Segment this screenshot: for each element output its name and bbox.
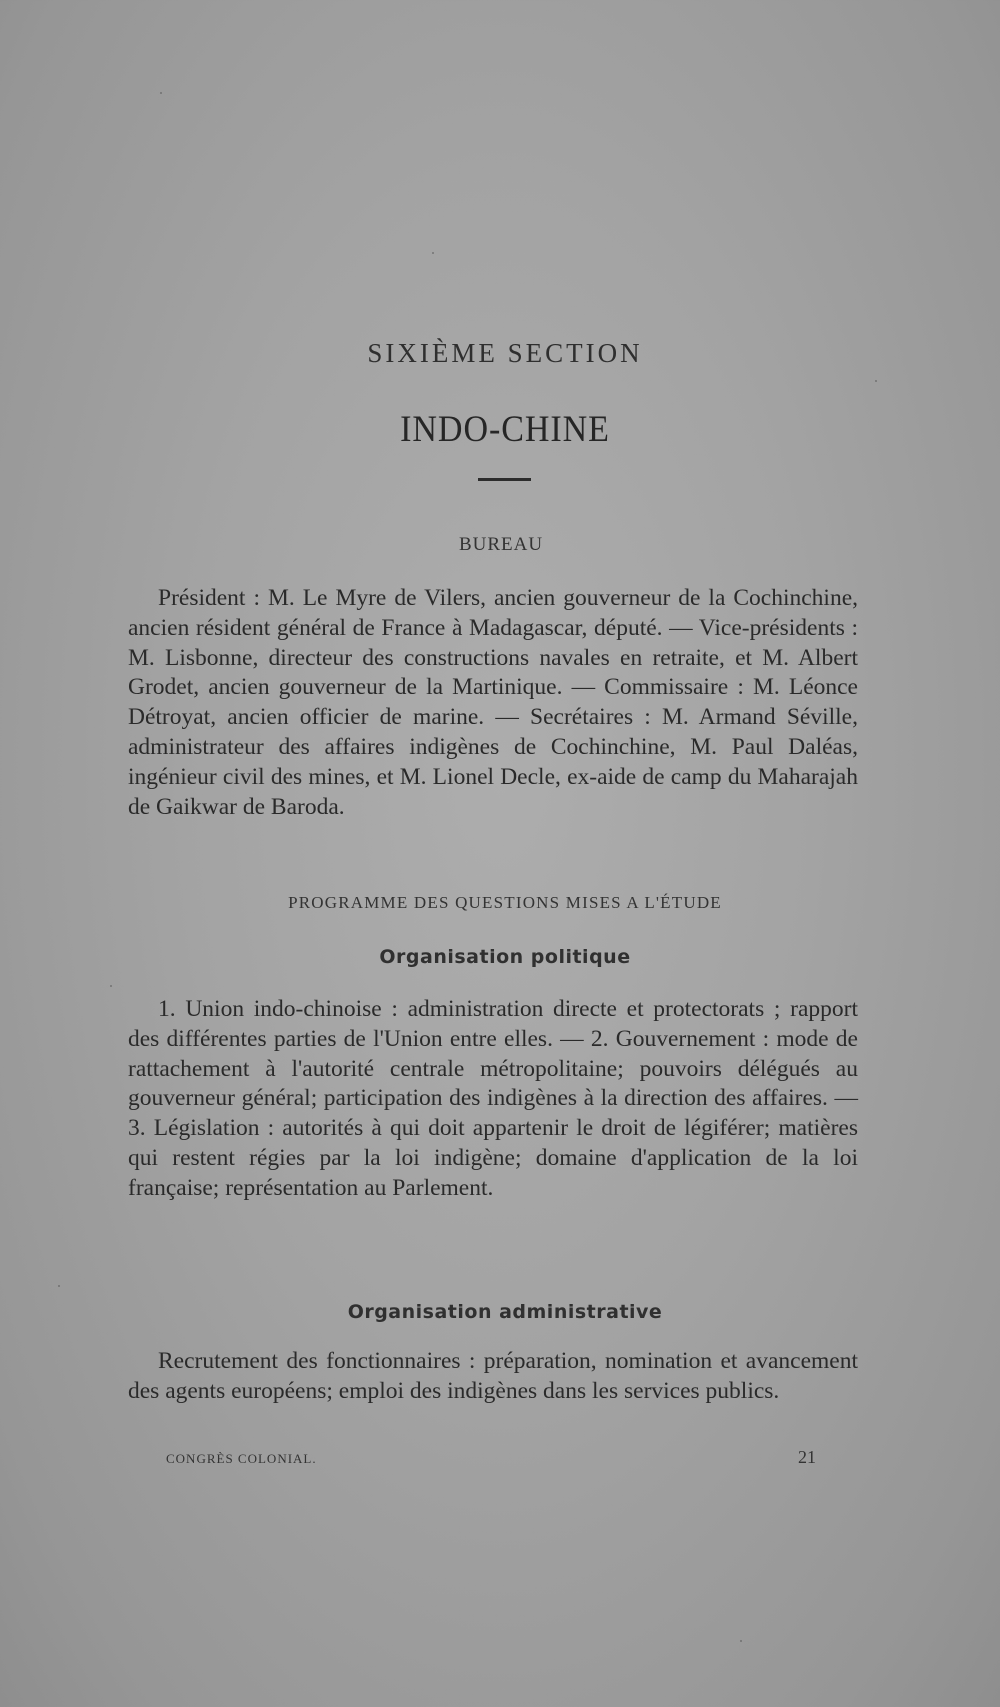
- bureau-heading: BUREAU: [458, 534, 544, 555]
- paper-speck: [110, 985, 112, 987]
- paper-speck: [740, 1640, 742, 1642]
- programme-heading: PROGRAMME DES QUESTIONS MISES A L'ÉTUDE: [288, 893, 722, 912]
- administrative-paragraph: Recrutement des fonctionnaires : préparation, nomination et avancement des agents européens; emploi des indigènes dans les services publics.: [128, 1348, 858, 1404]
- page-number: 21: [798, 1447, 816, 1467]
- section-heading: SIXIÈME SECTION: [367, 338, 643, 368]
- paper-speck: [432, 252, 434, 254]
- bureau-paragraph: Président : M. Le Myre de Vilers, ancien gouverneur de la Cochinchine, ancien résident général de France à Madagascar, député. — Vice-présidents : M. Lisbonne, directeur des constructions navales en retraite, et M. Albert Grodet, ancien gouverneur de la Martinique. — Commissaire : M. Léonce Détroyat, ancien officier de marine. — Secrétaires : M. Armand Séville, administrateur des affaires indigènes de Cochinchine, M. Paul Daléas, ingénieur civil des mines, et M. Lionel Decle, ex-aide de camp du Maharajah de Gaikwar de Baroda.: [128, 585, 858, 820]
- politique-paragraph: 1. Union indo-chinoise : administration directe et protectorats ; rapport des différentes parties de l'Union entre elles. — 2. Gouvernement : mode de rattachement à l'autorité centrale métropolitaine; pouvoirs délégués au gouverneur général; participation des indigènes à la direction des affaires. — 3. Législation : autorités à qui doit appartenir le droit de légiférer; matières qui restent régies par la loi indigène; domaine d'application de la loi française; représentation au Parlement.: [128, 996, 858, 1201]
- page-title: INDO-CHINE: [400, 409, 610, 450]
- paper-speck: [160, 92, 162, 94]
- paper-speck: [58, 1285, 60, 1287]
- administrative-heading: Organisation administrative: [347, 1301, 663, 1323]
- running-footer: CONGRÈS COLONIAL.: [166, 1451, 317, 1466]
- title-rule: [478, 478, 531, 481]
- paper-speck: [875, 380, 877, 382]
- politique-heading: Organisation politique: [379, 946, 631, 968]
